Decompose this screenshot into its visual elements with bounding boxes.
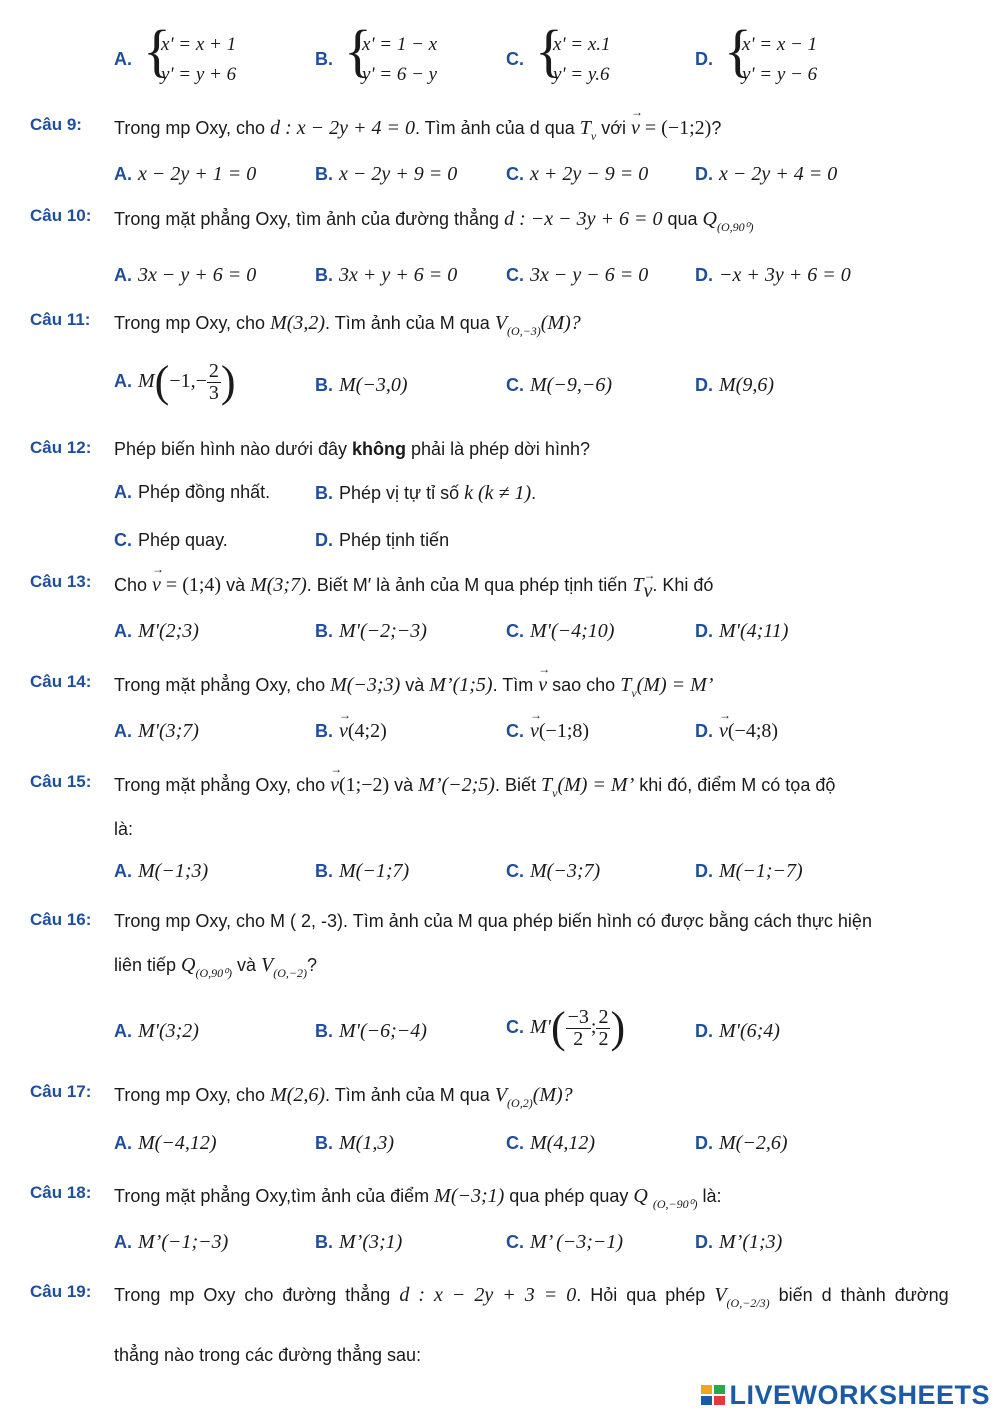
option-8a[interactable]: A. { x' = x + 1 y' = y + 6 — [114, 30, 236, 90]
option-11b[interactable]: B. M(−3,0) — [315, 374, 408, 396]
option-8b[interactable]: B. { x' = 1 − x y' = 6 − y — [315, 18, 438, 85]
question-15: Câu 15: Trong mặt phẳng Oxy, cho → v(1;−2) và M’(−2;5). Biết $T_v(M) = M$’ khi đó, điểm M có tọa độ là: A. M(−1;3) B. M(−1;7) C. M(−3;7) D. M(−1;−7) — [30, 772, 970, 892]
option-11a[interactable]: A. M(−1,− $\frac{2}{3}$ ) — [114, 357, 236, 406]
option-12b[interactable]: B. Phép vị tự tỉ số k (k ≠ 1). — [315, 482, 537, 504]
question-9: Câu 9: Trong mp Oxy, cho d : x − 2y + 4 = 0. Tìm ảnh của d qua $T_v$ với → v = (−1;2)? A. x − 2y + 1 = 0 B. x − 2y + 9 = 0 C. x + 2y − 9 = 0 D. x − 2y + 4 = 0 — [30, 115, 970, 205]
question-17: Câu 17: Trong mp Oxy, cho M(2,6). Tìm ảnh của M qua $V_{(O,2)}(M)$? A. M(−4,12) B. M(1,3) C. M(4,12) D. M(−2,6) — [30, 1082, 788, 1154]
option-11c[interactable]: C. M(−9,−6) — [506, 374, 612, 396]
option-9b[interactable]: B. x − 2y + 9 = 0 — [315, 163, 458, 185]
question-18: Câu 18: Trong mặt phẳng Oxy,tìm ảnh của điểm M(−3;1) qua phép quay Q $_{(O,-90^0)}$ là: A. M’(−1;−3) B. M’(3;1) C. M’ (−3;−1) D. M’(1;3) — [30, 1183, 783, 1253]
question-19: Câu 19: Trong mp Oxy cho đường thẳng d : x − 2y + 3 = 0. Hỏi qua phép $V_{(O,-2/3)}$ biến d thành đường thẳng nào trong các đường thẳng sau: — [30, 1282, 949, 1365]
option-10b[interactable]: B. 3x + y + 6 = 0 — [315, 264, 458, 286]
option-12a[interactable]: A. Phép đồng nhất. — [114, 482, 271, 502]
option-12c[interactable]: C. Phép quay. — [114, 530, 228, 550]
option-16d[interactable]: D. M'(6;4) — [695, 1020, 780, 1042]
option-15d[interactable]: D. M(−1;−7) — [695, 860, 803, 882]
option-18d[interactable]: D. M’(1;3) — [695, 1231, 783, 1253]
option-9c[interactable]: C. x + 2y − 9 = 0 — [506, 163, 649, 185]
option-14c[interactable]: C.→ v(−1;8) — [506, 720, 589, 743]
liveworksheets-logo: LIVEWORKSHEETS — [700, 1380, 990, 1411]
option-13a[interactable]: A. M'(2;3) — [114, 620, 199, 642]
option-18b[interactable]: B. M’(3;1) — [315, 1231, 403, 1253]
option-15c[interactable]: C. M(−3;7) — [506, 860, 601, 882]
option-17d[interactable]: D. M(−2,6) — [695, 1132, 788, 1154]
question-text: Trong mp Oxy, cho d : x − 2y + 4 = 0. Tìm ảnh của d qua $T_v$ với → v = (−1;2)? — [114, 115, 970, 145]
option-8c[interactable]: C. { x' = x.1 y' = y.6 — [506, 18, 611, 85]
question-11: Câu 11: Trong mp Oxy, cho M(3,2). Tìm ảnh của M qua $V_{(O,-3)}(M)$? A. M(−1,− $\frac{2}{3}$ ) B. M(−3,0) C. M(−9,−6) D. M(9,6) — [30, 310, 774, 406]
option-10a[interactable]: A. 3x − y + 6 = 0 — [114, 264, 257, 286]
option-11d[interactable]: D. M(9,6) — [695, 374, 774, 396]
question-8-options — [30, 18, 970, 100]
question-14: Câu 14: Trong mặt phẳng Oxy, cho M(−3;3) và M’(1;5). Tìm → v sao cho $T_v(M) = M$’ A. M'(3;7) B.→ v(4;2) C.→ v(−1;8) D.→ v(−4;8) — [30, 672, 970, 762]
option-16c[interactable]: C. M'( $\frac{-3}{2}$ ; $\frac{2}{2}$ ) — [506, 1003, 626, 1052]
option-14a[interactable]: A. M'(3;7) — [114, 720, 199, 742]
option-9d[interactable]: D. x − 2y + 4 = 0 — [695, 163, 838, 185]
option-18c[interactable]: C. M’ (−3;−1) — [506, 1231, 624, 1253]
option-15a[interactable]: A. M(−1;3) — [114, 860, 209, 882]
question-16: Câu 16: Trong mp Oxy, cho M ( 2, -3). Tìm ảnh của M qua phép biến hình có được bằng cách thực hiện liên tiếp $Q_{(O,90^0)}$ và $V_{(O,-2)}$? A. M'(3;2) B. M'(−6;−4) C. M'( $\frac{-3}{2}$ ; $\frac{2}{2}$ ) D. M'(6;4) — [30, 910, 872, 1052]
option-8d[interactable]: D. { x' = x − 1 y' = y − 6 — [695, 18, 818, 85]
option-16a[interactable]: A. M'(3;2) — [114, 1020, 199, 1042]
option-12d[interactable]: D. Phép tịnh tiến — [315, 530, 450, 550]
option-13b[interactable]: B. M'(−2;−3) — [315, 620, 427, 642]
question-12: Câu 12: Phép biến hình nào dưới đây không phải là phép dời hình? A. Phép đồng nhất. B. Phép vị tự tỉ số k (k ≠ 1). C. Phép quay. D. Phép tịnh tiến — [30, 438, 590, 550]
question-13: Câu 13: Cho → v = (1;4) và M(3;7). Biết M′ là ảnh của M qua phép tịnh tiến T→ v. Khi đó A. M'(2;3) B. M'(−2;−3) C. M'(−4;10) D. M'(4;11) — [30, 572, 970, 662]
question-10: Câu 10: Trong mặt phẳng Oxy, tìm ảnh của đường thẳng d : −x − 3y + 6 = 0 qua $Q_{(O,90^0)}$ A. 3x − y + 6 = 0 B. 3x + y + 6 = 0 C. 3x − y − 6 = 0 D. −x + 3y + 6 = 0 — [30, 206, 851, 286]
option-10d[interactable]: D. −x + 3y + 6 = 0 — [695, 264, 851, 286]
option-14b[interactable]: B.→ v(4;2) — [315, 720, 387, 743]
option-14d[interactable]: D.→ v(−4;8) — [695, 720, 778, 743]
option-18a[interactable]: A. M’(−1;−3) — [114, 1231, 229, 1253]
option-17a[interactable]: A. M(−4,12) — [114, 1132, 217, 1154]
option-17c[interactable]: C. M(4,12) — [506, 1132, 595, 1154]
option-13d[interactable]: D. M'(4;11) — [695, 620, 789, 642]
liveworksheets-icon — [700, 1384, 726, 1406]
option-17b[interactable]: B. M(1,3) — [315, 1132, 394, 1154]
option-9a[interactable]: A. x − 2y + 1 = 0 — [114, 163, 257, 185]
system: { x' = x + 1 y' = y + 6 — [143, 18, 237, 85]
option-15b[interactable]: B. M(−1;7) — [315, 860, 410, 882]
option-16b[interactable]: B. M'(−6;−4) — [315, 1020, 427, 1042]
option-10c[interactable]: C. 3x − y − 6 = 0 — [506, 264, 649, 286]
option-13c[interactable]: C. M'(−4;10) — [506, 620, 615, 642]
